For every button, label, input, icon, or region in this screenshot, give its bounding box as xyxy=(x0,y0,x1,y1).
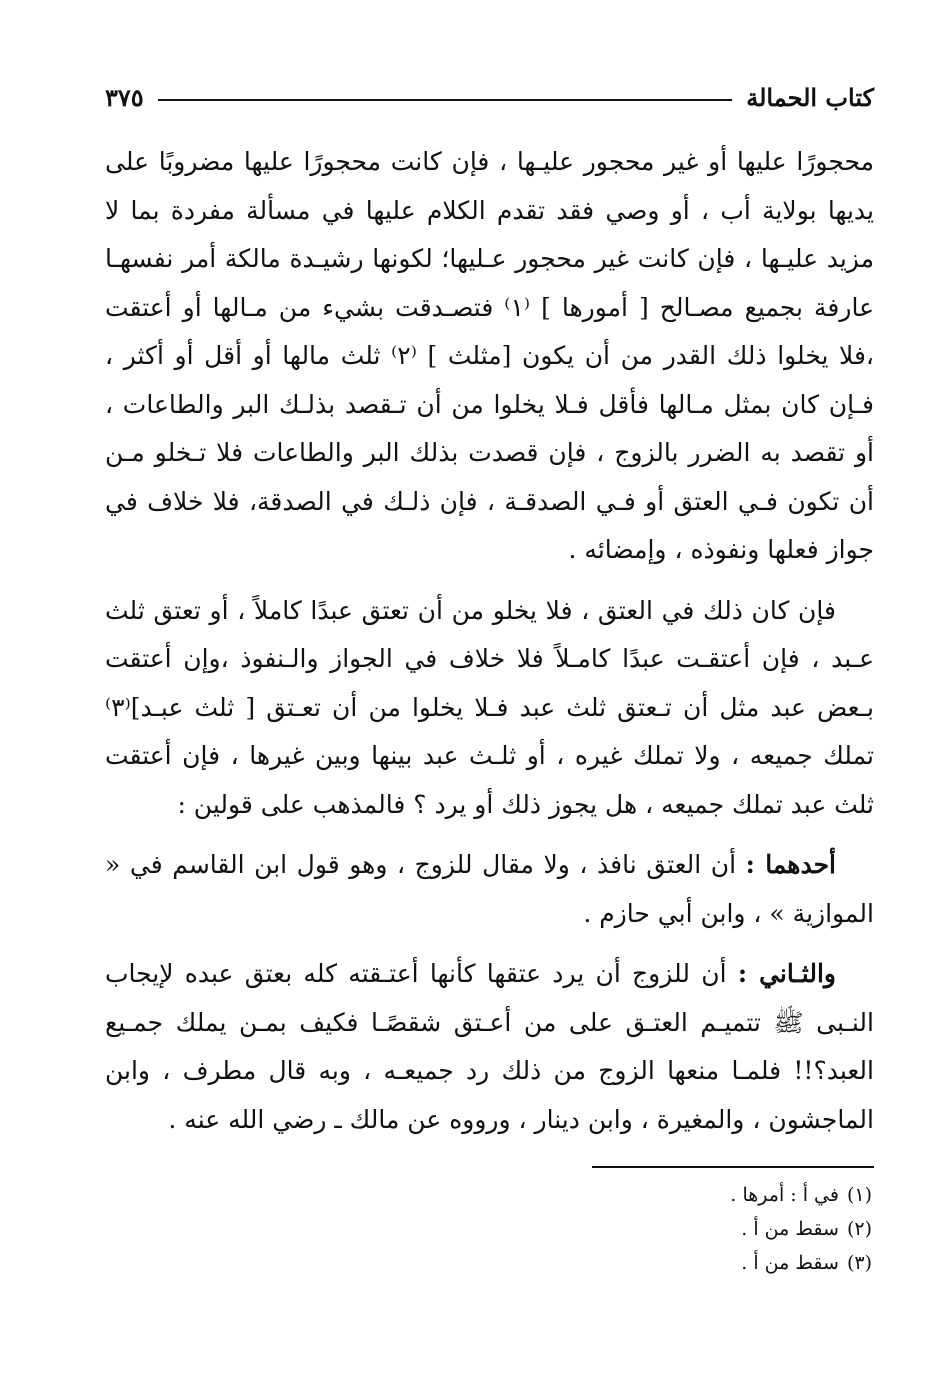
paragraph-3-lead: أحدهما : xyxy=(745,850,836,879)
paragraph-4-lead: والثـاني : xyxy=(737,959,836,988)
paragraph-4-text: أن للزوج أن يرد عتقها كأنها أعتـقته كله بعتق عبده لإيجاب النـبى ﷺ تتميـم العتـق على من أعـتق شقصًـا فكيف بمـن يملك جمـيع العبد؟!! فلمـا منعها الزوج من ذلك رد جميعـه ، وبه قال مطرف ، وابن الماجشون ، والمغيرة ، وابن دينار ، ورووه عن مالك ـ رضي الله عنه . xyxy=(105,959,874,1134)
footnote-number: (٢) xyxy=(846,1218,872,1240)
paragraph-1 xyxy=(105,138,874,575)
paragraph-1-text: محجورًا عليها أو غير محجور عليـها ، فإن كانت محجورًا عليها مضروبًا على يديها بولاية أب ، أو وصي فقد تقدم الكلام عليها في مسألة مفردة بما لا مزيد عليـها ، فإن كانت غير محجور عـليها؛ لكونها رشيـدة مالكة أمر نفسهـا عارفة بجميع مصـالح [ أمورها ] ⁽١⁾ فتصـدقت بشيء من مـالها أو أعتقت ،فلا يخلوا ذلك القدر من أن يكون [مثلث ] ⁽٢⁾ ثلث مالها أو أقل أو أكثر ، فـإن كان بمثل مـالها فأقل فـلا يخلوا من أن تـقصد بذلـك البر والطاعات ، أو تقصد به الضرر بالزوج ، فإن قصدت بذلك البر والطاعات فلا تـخلو مـن أن تكون فـي العتق أو فـي الصدقـة ، فإن ذلـك في الصدقة، فلا خلاف في جواز فعلها ونفوذه ، وإمضائه . xyxy=(105,147,874,564)
footnotes xyxy=(105,1178,872,1280)
main-text xyxy=(105,138,874,1144)
paragraph-3 xyxy=(105,841,874,938)
page-number: ٣٧٥ xyxy=(105,83,144,112)
footnote-text: سقط من أ . xyxy=(741,1252,839,1274)
page-header xyxy=(105,78,874,118)
paragraph-2-text: فإن كان ذلك في العتق ، فلا يخلو من أن تعتق عبدًا كاملاً ، أو تعتق ثلث عـبد ، فإن أعتقـت عبدًا كامـلاً فلا خلاف في الجواز والـنفوذ ،وإن أعتقت بـعض عبد مثل أن تـعتق ثلث عبد فـلا يخلوا من أن تعـتق [ ثلث عبـد]⁽٣⁾ تملك جميعه ، ولا تملك غيره ، أو ثلـث عبد بينها وبين غيرها ، فإن أعتقت ثلث عبد تملك جميعه ، هل يجوز ذلك أو يرد ؟ فالمذهب على قولين : xyxy=(105,595,874,819)
footnote-2 xyxy=(105,1212,872,1246)
paragraph-4 xyxy=(105,950,874,1144)
footnote-3 xyxy=(105,1246,872,1280)
running-title: كتاب الحمالة xyxy=(746,83,874,112)
header-rule xyxy=(158,99,733,101)
footnote-number: (٣) xyxy=(846,1252,872,1274)
paragraph-3-text: أن العتق نافذ ، ولا مقال للزوج ، وهو قول ابن القاسم في « الموازية » ، وابن أبي حازم . xyxy=(105,850,874,928)
footnote-divider xyxy=(592,1166,874,1168)
paragraph-2 xyxy=(105,587,874,830)
footnote-number: (١) xyxy=(846,1184,872,1206)
footnote-text: في أ : أمرها . xyxy=(730,1184,839,1206)
footnote-text: سقط من أ . xyxy=(741,1218,839,1240)
footnote-1 xyxy=(105,1178,872,1212)
